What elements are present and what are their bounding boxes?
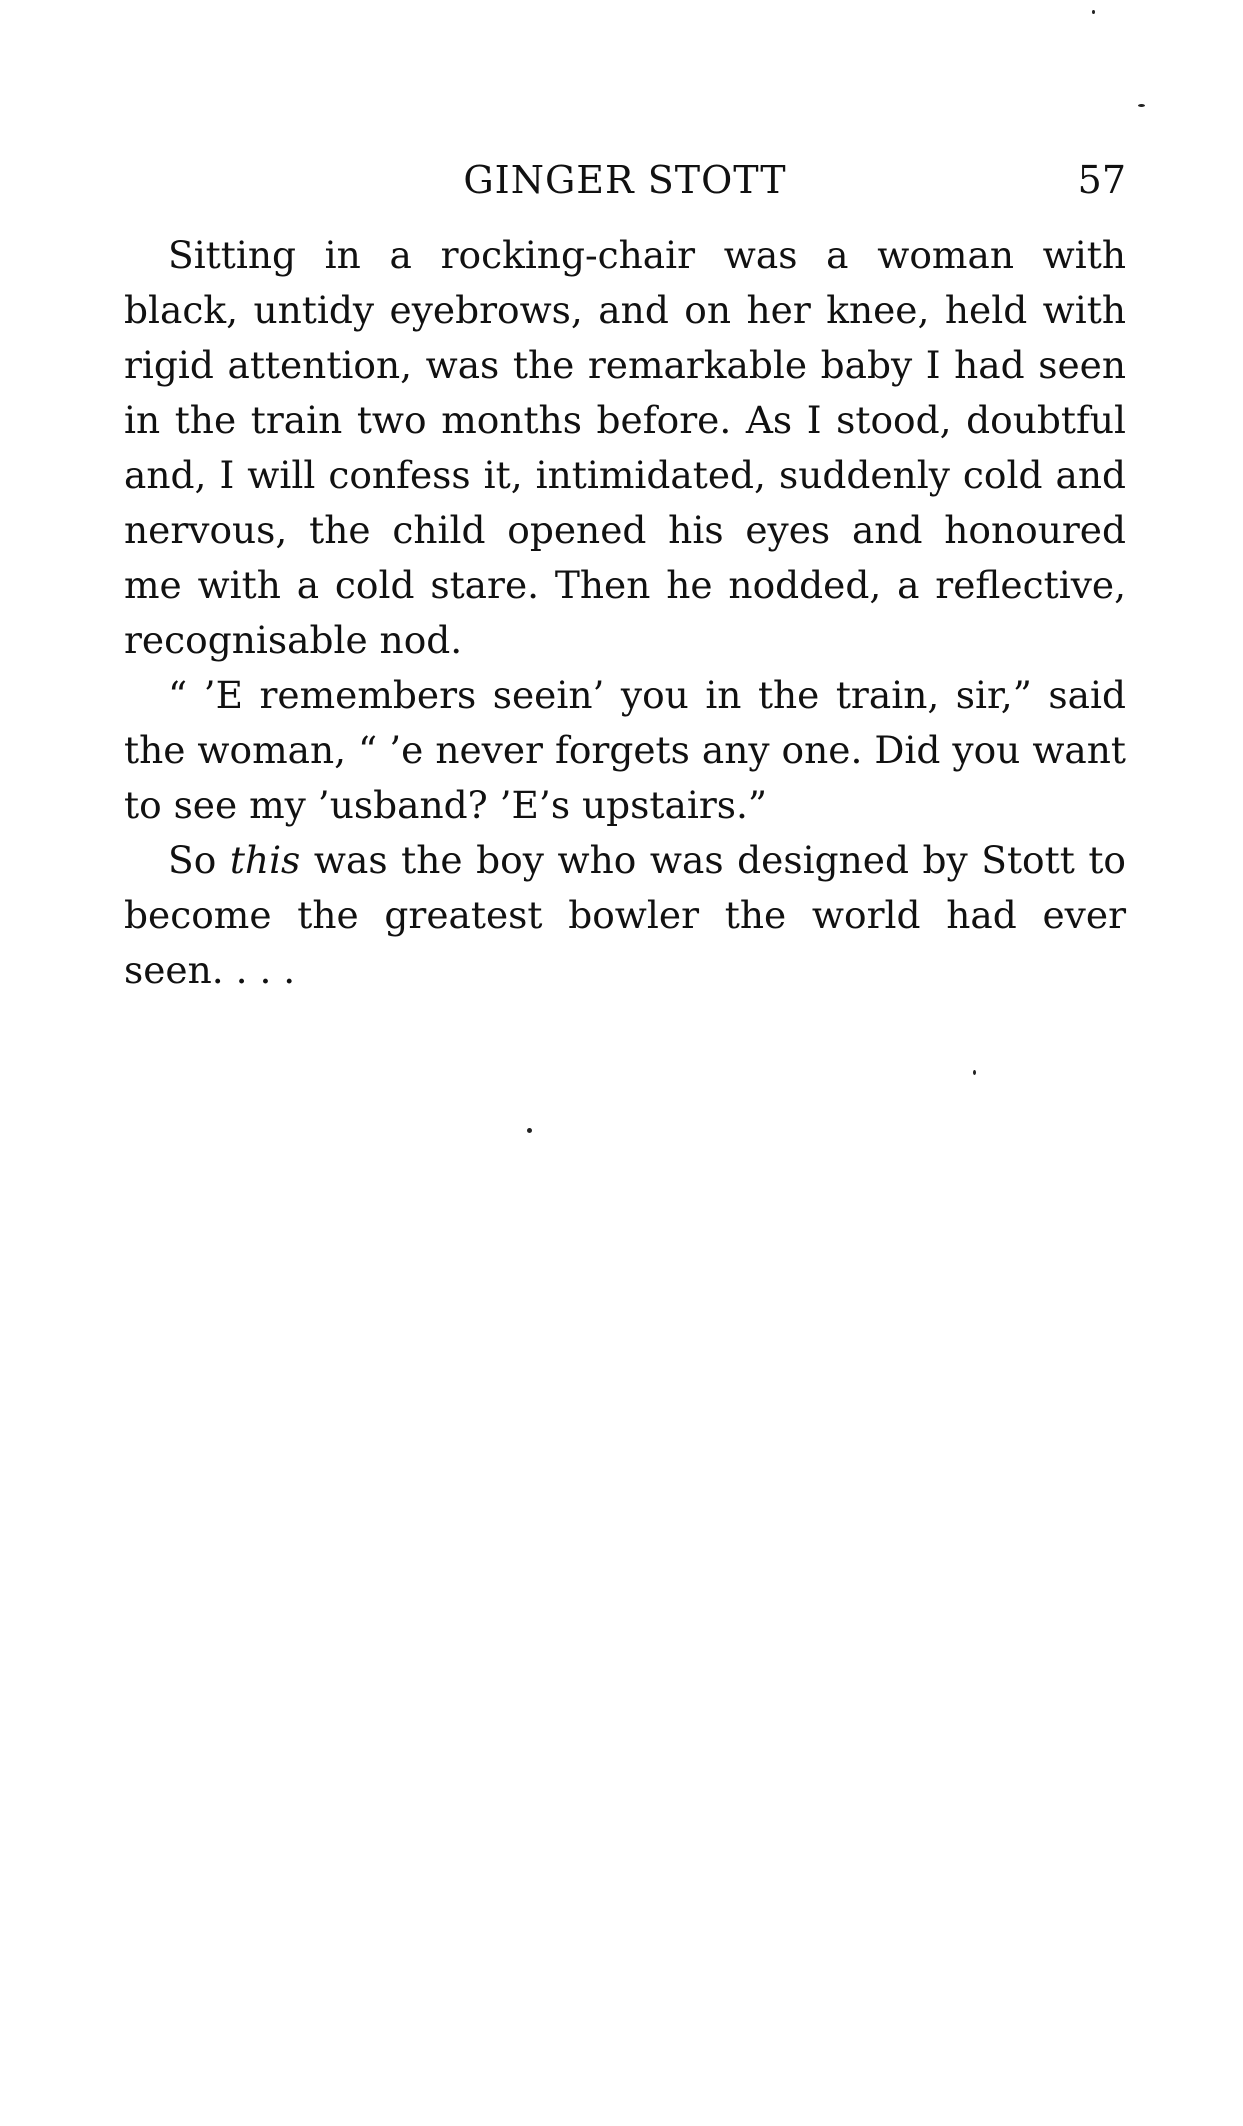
- body-text: [124, 228, 1126, 998]
- scan-speck: [1092, 10, 1095, 14]
- scan-speck: [1138, 104, 1145, 107]
- scan-speck: [527, 1128, 532, 1133]
- scan-speck: [973, 1070, 976, 1075]
- running-title: GINGER STOTT: [463, 158, 787, 202]
- paragraph-3-start: So: [168, 838, 230, 882]
- paragraph-3: [124, 833, 1126, 998]
- page-header: [124, 150, 1126, 210]
- paragraph-3-end: was the boy who was designed by Stott to become the greatest bowler the world had ever seen. . . .: [124, 838, 1126, 992]
- paragraph-2: “ ’E remembers seein’ you in the train, sir,” said the woman, “ ’e never forgets any one. Did you want to see my ’usband? ’E’s upstairs.”: [124, 673, 1126, 827]
- paragraph-1: Sitting in a rocking-chair was a woman with black, untidy eyebrows, and on her knee, held with rigid attention, was the remarkable baby I had seen in the train two months before. As I stood, doubtful and, I will confess it, intimidated, suddenly cold and nervous, the child opened his eyes and honoured me with a cold stare. Then he nodded, a reflective, recognisable nod.: [124, 233, 1126, 662]
- paragraph-3-emphasis: this: [229, 838, 301, 882]
- page-number: 57: [1077, 158, 1126, 202]
